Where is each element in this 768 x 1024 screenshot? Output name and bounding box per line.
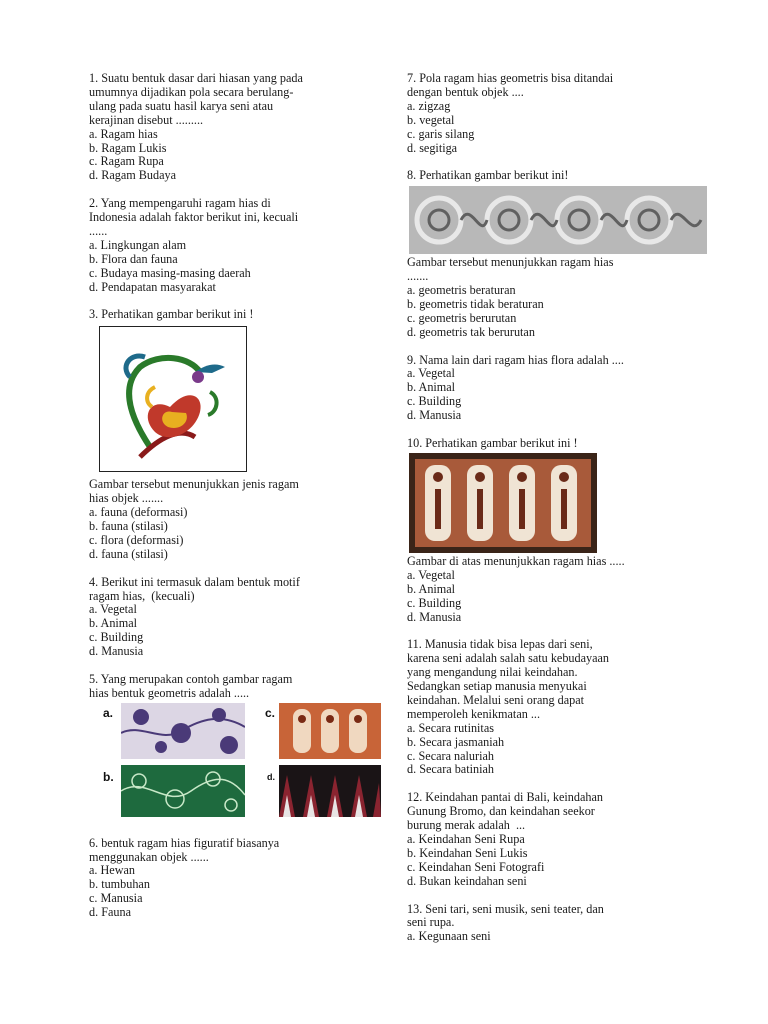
text-line: c. flora (deformasi) xyxy=(89,532,184,547)
text-line: menggunakan objek ...... xyxy=(89,849,209,864)
text-line: b. Secara jasmaniah xyxy=(407,734,505,749)
text-line: d. Pendapatan masyarakat xyxy=(89,279,216,294)
bird-ornament-image xyxy=(99,326,247,472)
text-line: 7. Pola ragam hias geometris bisa ditandai xyxy=(407,71,614,85)
text-line: 1. Suatu bentuk dasar dari hiasan yang pada xyxy=(89,71,303,85)
text-line: kerajinan disebut ......... xyxy=(89,112,204,127)
zigzag-pattern-image xyxy=(279,765,381,817)
text-line: seni rupa. xyxy=(407,915,455,930)
text-line: 6. bentuk ragam hias figuratif biasanya xyxy=(89,835,280,850)
text-line: d. Ragam Budaya xyxy=(89,168,176,183)
text-line: Gambar tersebut menunjukkan ragam hias xyxy=(407,255,614,270)
text-line: d. Manusia xyxy=(89,644,144,659)
green-batik-image xyxy=(121,765,245,817)
question-7 xyxy=(407,72,707,155)
text-line: a. geometris beraturan xyxy=(407,283,516,298)
option-a-label: a. xyxy=(103,705,114,720)
text-line: a. Vegetal xyxy=(89,602,137,617)
text-line: Gunung Bromo, dan keindahan seekor xyxy=(407,804,595,819)
question-4 xyxy=(89,576,379,659)
carved-figure-image xyxy=(279,703,381,759)
text-line: a. fauna (deformasi) xyxy=(89,505,188,520)
question-8-body xyxy=(407,256,707,339)
question-3 xyxy=(89,308,379,561)
text-line: a. Keindahan Seni Rupa xyxy=(407,831,525,846)
text-line: Gambar tersebut menunjukkan jenis ragam xyxy=(89,477,299,492)
question-3-body xyxy=(89,478,379,561)
text-line: b. Ragam Lukis xyxy=(89,140,167,155)
text-line: b. fauna (stilasi) xyxy=(89,519,168,533)
text-line: c. Secara naluriah xyxy=(407,748,494,763)
text-line: a. Hewan xyxy=(89,863,136,878)
left-column xyxy=(89,72,379,934)
text-line: d. geometris tak berurutan xyxy=(407,324,535,339)
text-line: d. fauna (stilasi) xyxy=(89,546,168,561)
text-line: a. Kegunaan seni xyxy=(407,929,491,944)
text-line: d. Fauna xyxy=(89,905,131,920)
text-line: d. segitiga xyxy=(407,140,458,155)
text-line: d. Manusia xyxy=(407,408,462,423)
text-line: a. Vegetal xyxy=(407,567,455,582)
text-line: karena seni adalah salah satu kebudayaan xyxy=(407,651,610,666)
question-8-intro: 8. Perhatikan gambar berikut ini! xyxy=(407,168,569,183)
text-line: Sedangkan setiap manusia menyukai xyxy=(407,679,587,694)
option-b-label: b. xyxy=(103,769,114,784)
text-line: c. Building xyxy=(89,630,144,645)
text-line: 13. Seni tari, seni musik, seni teater, dan xyxy=(407,901,604,916)
question-5-images xyxy=(89,703,379,823)
text-line: 5. Yang merupakan contoh gambar ragam xyxy=(89,671,293,686)
text-line: 4. Berikut ini termasuk dalam bentuk motif xyxy=(89,574,300,589)
text-line: 12. Keindahan pantai di Bali, keindahan xyxy=(407,790,603,805)
text-line: hias bentuk geometris adalah ..... xyxy=(89,685,250,700)
question-5 xyxy=(89,673,379,823)
text-line: ....... xyxy=(407,269,429,284)
text-line: 11. Manusia tidak bisa lepas dari seni, xyxy=(407,637,593,652)
option-d-label: d. xyxy=(267,771,275,782)
question-12 xyxy=(407,791,707,888)
text-line: c. Keindahan Seni Fotografi xyxy=(407,859,545,874)
stone-relief-image xyxy=(409,186,707,254)
text-line: c. garis silang xyxy=(407,126,475,141)
text-line: c. Building xyxy=(407,394,462,409)
text-line: a. Lingkungan alam xyxy=(89,237,187,252)
text-line: d. Secara batiniah xyxy=(407,762,494,777)
text-line: hias objek ....... xyxy=(89,491,164,506)
text-line: b. vegetal xyxy=(407,112,455,127)
text-line: b. geometris tidak beraturan xyxy=(407,296,544,311)
text-line: umumnya dijadikan pola secara berulang- xyxy=(89,84,294,99)
text-line: c. geometris berurutan xyxy=(407,310,517,325)
text-line: a. Ragam hias xyxy=(89,126,158,141)
text-line: Indonesia adalah faktor berikut ini, kecuali xyxy=(89,210,299,225)
text-line: d. Manusia xyxy=(407,609,462,624)
question-2 xyxy=(89,197,379,294)
text-line: b. Flora dan fauna xyxy=(89,251,178,266)
text-line: ...... xyxy=(89,223,108,238)
text-line: b. Keindahan Seni Lukis xyxy=(407,845,528,860)
text-line: memperoleh kenikmatan ... xyxy=(407,706,541,721)
question-6 xyxy=(89,837,379,920)
text-line: ulang pada suatu hasil karya seni atau xyxy=(89,98,274,113)
text-line: a. Vegetal xyxy=(407,366,455,381)
text-line: b. Animal xyxy=(407,581,456,596)
text-line: Gambar di atas menunjukkan ragam hias ..... xyxy=(407,553,625,568)
text-line: b. tumbuhan xyxy=(89,877,150,892)
question-5-text xyxy=(89,673,379,701)
text-line: c. Ragam Rupa xyxy=(89,154,164,169)
question-10-body xyxy=(407,555,707,625)
text-line: keindahan. Melalui seni orang dapat xyxy=(407,692,584,707)
text-line: d. Bukan keindahan seni xyxy=(407,873,527,888)
text-line: ragam hias, (kecuali) xyxy=(89,588,195,603)
question-9 xyxy=(407,354,707,424)
text-line: c. Building xyxy=(407,595,462,610)
text-line: dengan bentuk objek .... xyxy=(407,84,524,99)
text-line: a. Secara rutinitas xyxy=(407,720,494,735)
text-line: yang mengandung nilai keindahan. xyxy=(407,665,578,680)
option-c-label: c. xyxy=(265,705,276,720)
question-10 xyxy=(407,437,707,624)
question-3-intro: 3. Perhatikan gambar berikut ini ! xyxy=(89,307,254,322)
right-column xyxy=(407,72,707,958)
question-13 xyxy=(407,903,707,945)
human-figure-pattern-image xyxy=(409,453,597,553)
text-line: 2. Yang mempengaruhi ragam hias di xyxy=(89,196,271,211)
text-line: burung merak adalah ... xyxy=(407,818,526,833)
text-line: b. Animal xyxy=(89,616,138,631)
text-line: 9. Nama lain dari ragam hias flora adalah .... xyxy=(407,352,624,367)
question-10-intro: 10. Perhatikan gambar berikut ini ! xyxy=(407,435,578,450)
text-line: c. Budaya masing-masing daerah xyxy=(89,265,251,280)
text-line: c. Manusia xyxy=(89,891,143,906)
question-1 xyxy=(89,72,379,183)
question-11 xyxy=(407,638,707,777)
text-line: b. Animal xyxy=(407,380,456,395)
text-line: a. zigzag xyxy=(407,98,451,113)
floral-pattern-image xyxy=(121,703,245,759)
question-8 xyxy=(407,169,707,339)
